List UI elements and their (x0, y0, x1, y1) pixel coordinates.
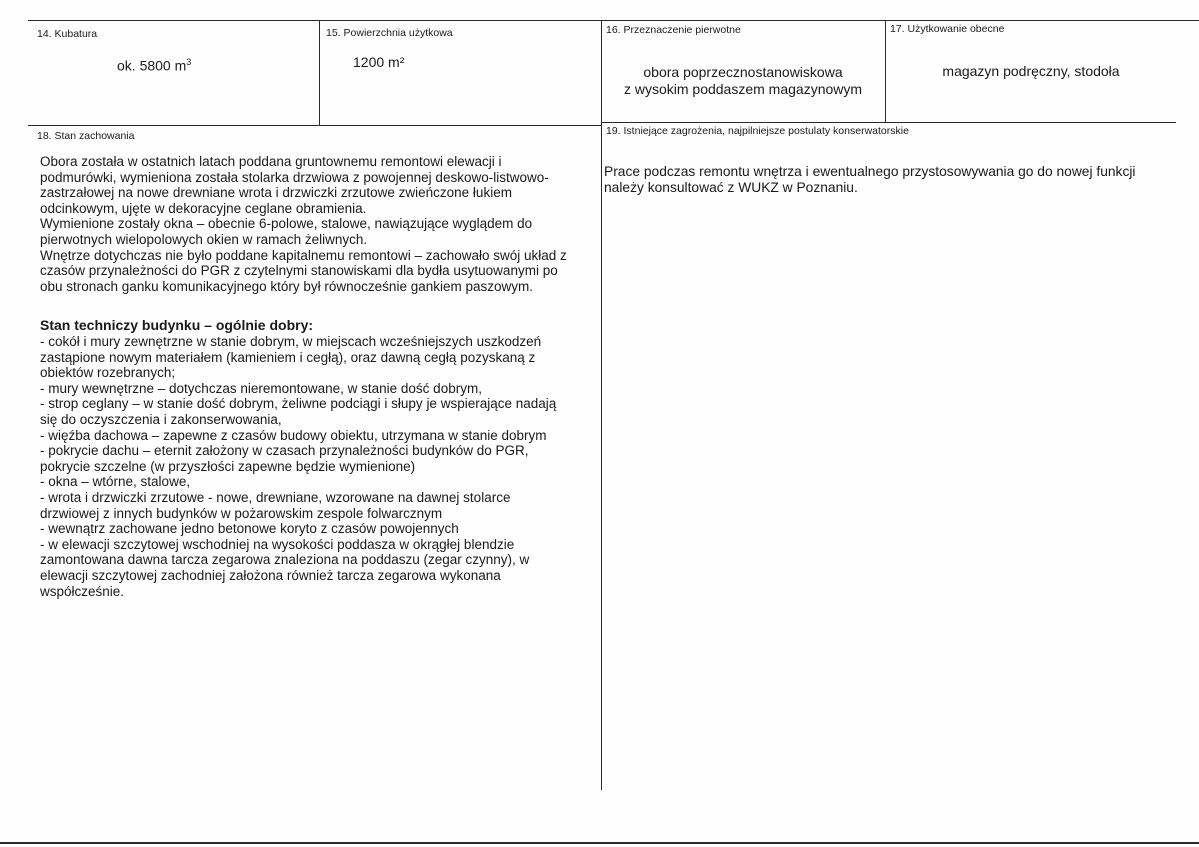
stan-techniczny-heading: Stan techniczy budynku – ogólnie dobry: (40, 317, 314, 333)
bottom-border-line (0, 842, 1199, 844)
kubatura-value-sup: 3 (186, 57, 192, 67)
stan-techniczny-list: - cokół i mury zewnętrzne w stanie dobrym, w miejscach wcześniejszych uszkodzeń zastąpione nowym materiałem (kamieniem i cegłą), oraz dawną cegłą pozyskaną z obiektów rozebranych; - mury wewnętrzne – dotychczas nieremontowane, w stanie dość dobrym, - strop ceglany – w stanie dość dobrym, żeliwne podciągi i słupy je wspierające nadają się do oczyszczenia i zakonserwowania, - więźba dachowa – zapewne z czasów budowy obiektu, utrzymana w stanie dobrym - pokrycie dachu – eternit założony w czasach przynależności budynków do PGR, pokrycie szczelne (w przyszłości zapewne będzie wymienione) - okna – wtórne, stalowe, - wrota i drzwiczki zrzutowe - nowe, drewniane, wzorowane na dawnej stolarce drzwiowej z innych budynków w pożarowskim zespole folwarcznym - wewnątrz zachowane jedno betonowe koryto z czasów powojennych - w elewacji szczytowej wschodniej na wysokości poddasza w okrągłej blendzie zamontowana dawna tarcza zegarowa znaleziona na poddaszu (zegar czynny), w elewacji szczytowej zachodniej założona również tarcza zegarowa wykonana współcześnie. (40, 334, 557, 599)
kubatura-label: 14. Kubatura (37, 28, 98, 40)
stan-zachowania-label: 18. Stan zachowania (37, 130, 135, 142)
top-border-line (28, 20, 1199, 21)
row1-bottom-line-right (602, 122, 1176, 123)
stan-zachowania-paragraph: Obora została w ostatnich latach poddana gruntownemu remontowi elewacji i podmurówki, wymieniona została stolarka drzwiowa z powojennej deskowo-listwowo- zastrzałowej na nowe drewniane wrota i drzwiczki zrzutowe zwieńczone łukiem odcinkowym, ujęte w dekoracyjne ceglane obramienia. Wymienione zostały okna – obecnie 6-polowe, stalowe, nawiązujące wyglądem do pierwotnych wielopolowych okien w ramach żeliwnych. Wnętrze dotychczas nie było poddane kapitalnemu remontowi – zachowało swój układ z czasów przynależności do PGR z czytelnymi stanowiskami dla bydła usytuowanymi po obu stronach ganku komunikacyjnego który był równocześnie gankiem paszowym. (40, 154, 567, 294)
zagrozenia-text: Prace podczas remontu wnętrza i ewentualnego przystosowywania go do nowej funkcji należy konsultować z WUKZ w Poznaniu. (604, 164, 1136, 195)
przeznaczenie-label: 16. Przeznaczenie pierwotne (606, 24, 741, 36)
przeznaczenie-line2: z wysokim poddaszem magazynowym (623, 81, 863, 97)
row1-bottom-line-left (28, 125, 602, 126)
powierzchnia-value: 1200 m² (353, 54, 405, 70)
col-divider-2 (601, 20, 602, 790)
kubatura-value (117, 54, 191, 74)
przeznaczenie-line1: obora poprzecznostanowiskowa (643, 64, 843, 80)
col-divider-1 (319, 20, 320, 126)
uzytkowanie-label: 17. Użytkowanie obecne (890, 23, 1005, 35)
uzytkowanie-value: magazyn podręczny, stodoła (942, 63, 1120, 79)
kubatura-value-text: ok. 5800 m (117, 57, 187, 74)
zagrozenia-label: 19. Istniejące zagrożenia, najpilniejsze postulaty konserwatorskie (606, 125, 909, 137)
powierzchnia-label: 15. Powierzchnia użytkowa (326, 27, 453, 39)
